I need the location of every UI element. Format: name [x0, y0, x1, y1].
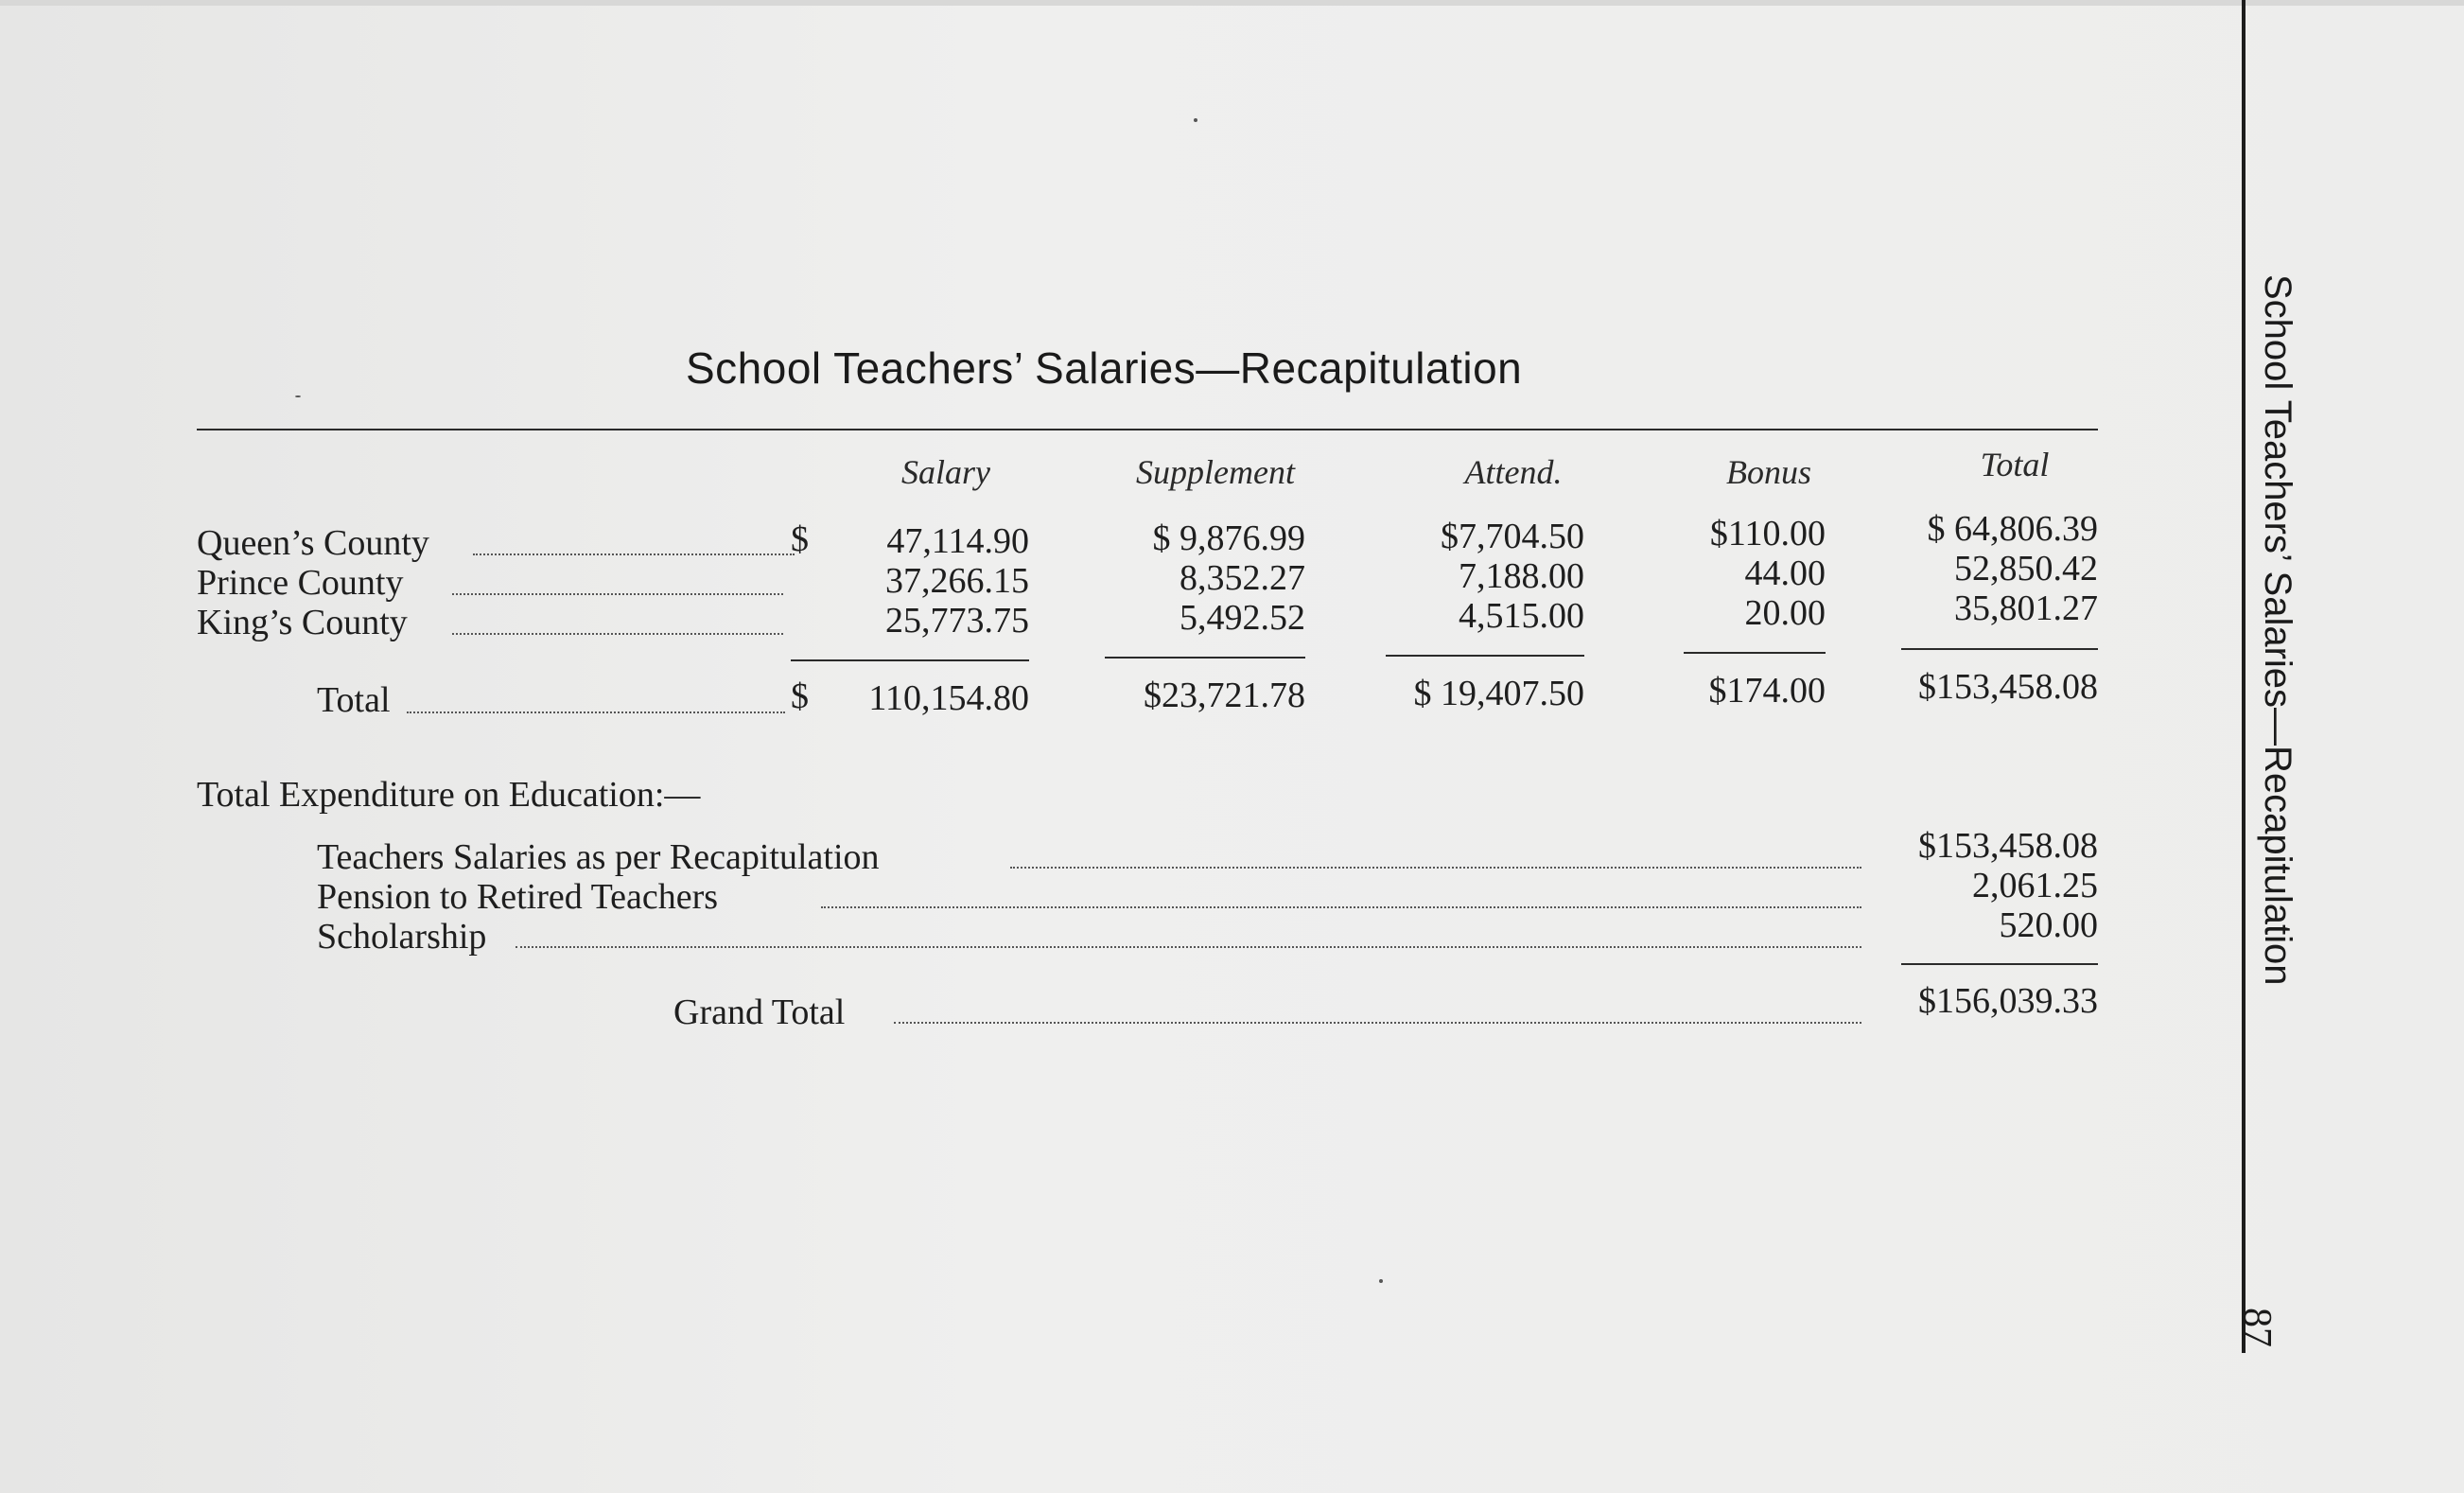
cell-prince-salary: 37,266.15: [885, 561, 1029, 601]
cell-queens-salary: 47,114.90: [886, 521, 1029, 561]
column-header-supplement: Supplement: [1136, 453, 1295, 491]
subtotal-rule-salary: [791, 659, 1029, 661]
cell-total-attend: $ 19,407.50: [1413, 674, 1584, 713]
expenditure-heading: Total Expenditure on Education:—: [197, 775, 701, 815]
cell-kings-salary: 25,773.75: [885, 601, 1029, 641]
row-label-kings-county: King’s County: [197, 603, 408, 642]
cell-prince-total: 52,850.42: [1954, 549, 2098, 588]
dollar-sign: $: [791, 519, 809, 559]
title-rule: [197, 429, 2098, 430]
cell-kings-total: 35,801.27: [1954, 588, 2098, 628]
expenditure-item-value: 2,061.25: [1972, 866, 2098, 905]
cell-queens-attend: $7,704.50: [1441, 517, 1584, 556]
column-header-attend: Attend.: [1464, 453, 1563, 491]
dollar-sign: $: [791, 676, 809, 716]
cell-total-salary: 110,154.80: [868, 678, 1029, 718]
dot-leader: [821, 906, 1861, 908]
subtotal-rule-supplement: [1105, 657, 1305, 659]
grand-total-label: Grand Total: [673, 992, 846, 1032]
cell-prince-supplement: 8,352.27: [1180, 558, 1305, 598]
running-title: School Teachers’ Salaries—Recapitulation: [2257, 274, 2298, 986]
scan-speck: [1379, 1279, 1383, 1283]
total-row-label: Total: [317, 680, 391, 720]
margin-rule: [2242, 0, 2246, 1353]
cell-total-bonus: $174.00: [1708, 671, 1826, 711]
dot-leader: [1010, 867, 1861, 869]
subtotal-rule-attend: [1386, 655, 1584, 657]
cell-kings-supplement: 5,492.52: [1180, 598, 1305, 638]
dot-leader: [452, 593, 783, 595]
cell-queens-bonus: $110.00: [1709, 514, 1826, 553]
scan-speck: [295, 395, 301, 397]
dot-leader: [473, 553, 795, 555]
row-label-queens-county: Queen’s County: [197, 523, 429, 563]
expenditure-item-label: Teachers Salaries as per Recapitulation: [317, 837, 880, 877]
cell-total-supplement: $23,721.78: [1144, 676, 1305, 715]
dot-leader: [407, 711, 785, 713]
column-header-salary: Salary: [901, 453, 990, 491]
dot-leader: [516, 946, 1861, 948]
cell-kings-bonus: 20.00: [1744, 593, 1826, 633]
expenditure-item-label: Pension to Retired Teachers: [317, 877, 719, 917]
expenditure-item-label: Scholarship: [317, 917, 487, 957]
cell-queens-total: $ 64,806.39: [1927, 509, 2098, 549]
expenditure-item-value: 520.00: [1999, 905, 2098, 945]
scan-speck: [1194, 118, 1197, 122]
subtotal-rule-bonus: [1684, 652, 1826, 654]
dot-leader: [894, 1022, 1861, 1024]
cell-prince-attend: 7,188.00: [1459, 556, 1584, 596]
grand-total-value: $156,039.33: [1918, 981, 2098, 1021]
cell-prince-bonus: 44.00: [1744, 553, 1826, 593]
page-number: 87: [2235, 1308, 2279, 1347]
row-label-prince-county: Prince County: [197, 563, 404, 603]
column-header-bonus: Bonus: [1726, 453, 1811, 491]
subtotal-rule-total: [1901, 648, 2098, 650]
cell-queens-supplement: $ 9,876.99: [1152, 518, 1305, 558]
dot-leader: [452, 633, 783, 635]
cell-kings-attend: 4,515.00: [1459, 596, 1584, 636]
running-title-wrap: [2256, 274, 2327, 1031]
column-header-total: Total: [1980, 446, 2050, 483]
cell-total-total: $153,458.08: [1918, 667, 2098, 707]
grand-total-rule: [1901, 963, 2098, 965]
page-title: School Teachers’ Salaries—Recapitulation: [686, 343, 1523, 393]
page-top-edge: [0, 0, 2464, 6]
expenditure-item-value: $153,458.08: [1918, 826, 2098, 866]
